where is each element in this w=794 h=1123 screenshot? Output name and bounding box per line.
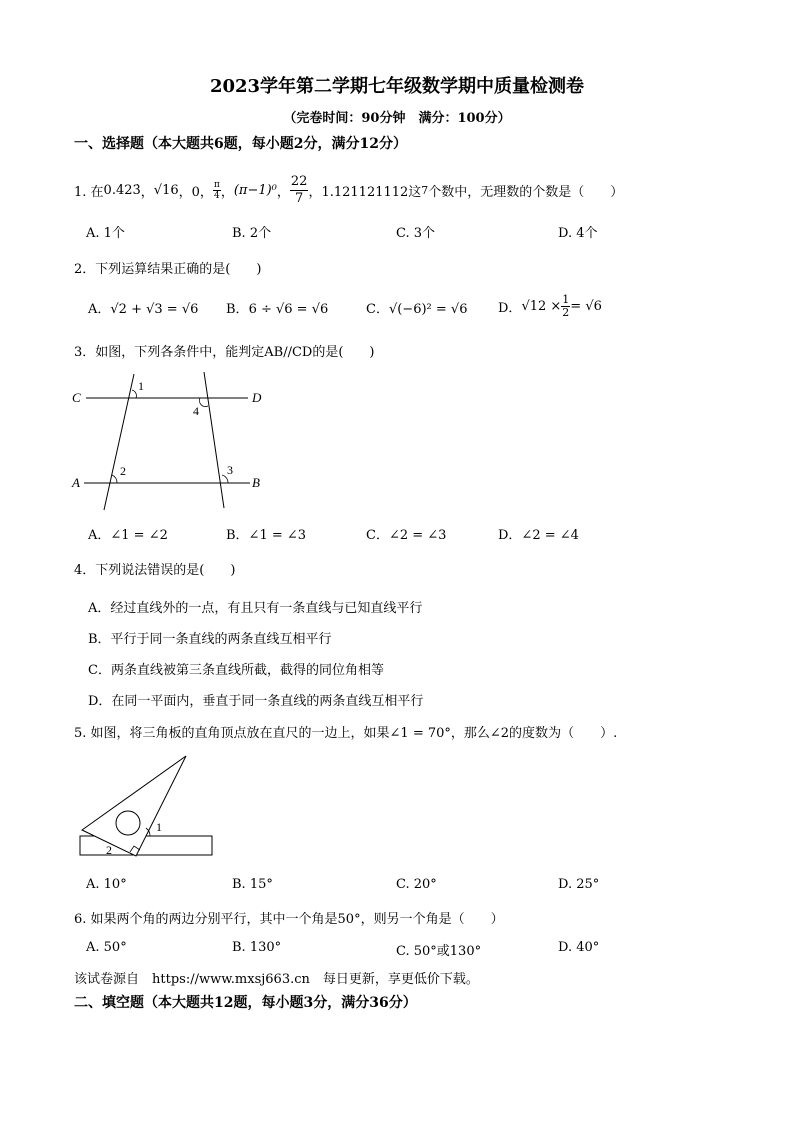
q1-pi-fraction: $\frac{\pi}{4}$ <box>213 179 220 201</box>
source-note: 该试卷源自 https://www.mxsj663.cn 每日更新，享更低价下载。 <box>74 972 479 987</box>
q2-option-d-pre: √12 × <box>521 298 562 314</box>
label-d: D <box>252 390 262 405</box>
q5-option-b[interactable]: B. 15° <box>232 877 273 892</box>
question-6: 6. 如果两个角的两边分别平行，其中一个角是50°，则另一个角是（ ） <box>74 912 504 927</box>
q3-option-d[interactable]: D．∠2 = ∠4 <box>498 528 579 543</box>
q2-option-c-expr: √(−6)² = √6 <box>388 302 468 317</box>
q1-option-d[interactable]: D. 4个 <box>558 226 598 241</box>
q2-option-d-fraction: $\frac{1}{2}$ <box>562 292 570 319</box>
question-3: 3．如图，下列各条件中，能判定AB//CD的是( ) <box>74 345 375 360</box>
q1-fraction-22-7: $\frac{22}{7}$ <box>290 173 308 206</box>
q2-option-b[interactable] <box>226 298 328 317</box>
q1-option-b[interactable]: B. 2个 <box>232 226 272 241</box>
q2-option-d-label: D． <box>498 300 522 316</box>
q4-option-d[interactable]: D．在同一平面内，垂直于同一条直线的两条直线互相平行 <box>88 694 424 709</box>
transversal-right <box>204 372 224 508</box>
q5-figure <box>76 752 218 862</box>
q1-comma: ， <box>140 184 154 200</box>
q1-repeating-decimal: 0.423̇ <box>103 182 141 198</box>
transversal-left <box>104 374 134 510</box>
angle-3-label: 3 <box>227 463 233 477</box>
q1-comma: ，0， <box>178 184 213 200</box>
q1-comma: ， <box>276 184 290 200</box>
q6-option-b[interactable]: B. 130° <box>232 940 282 955</box>
q2-option-c[interactable] <box>366 298 467 317</box>
q3-option-c[interactable]: C．∠2 = ∠3 <box>366 528 447 543</box>
q6-option-d[interactable]: D. 40° <box>558 940 600 955</box>
q5-option-a[interactable]: A. 10° <box>86 877 127 892</box>
label-a: A <box>72 475 80 490</box>
q1-option-a[interactable]: A. 1个 <box>86 226 125 241</box>
question-4: 4．下列说法错误的是( ) <box>74 563 236 578</box>
q1-sqrt16: √16 <box>153 182 179 198</box>
page-title: 2023学年第二学期七年级数学期中质量检测卷 <box>209 76 585 97</box>
q2-option-d[interactable] <box>498 290 602 322</box>
angle-1-label: 1 <box>156 820 162 834</box>
q1-count: 7 <box>421 183 429 197</box>
angle-2-label: 2 <box>120 464 126 478</box>
angle-4-label: 4 <box>193 404 199 418</box>
q4-option-a[interactable]: A．经过直线外的一点，有且只有一条直线与已知直线平行 <box>88 601 423 616</box>
angle-2-label: 2 <box>106 843 112 857</box>
q1-power-zero: (π−1)⁰ <box>233 182 277 198</box>
q1-option-c[interactable]: C. 3个 <box>396 226 436 241</box>
label-b: B <box>252 475 260 490</box>
q3-option-b[interactable]: B．∠1 = ∠3 <box>226 528 307 543</box>
q5-option-d[interactable]: D. 25° <box>558 877 600 892</box>
q2-option-c-label: C． <box>366 302 389 317</box>
question-1 <box>74 170 623 210</box>
q6-option-c[interactable]: C. 50°或130° <box>396 944 482 959</box>
q1-prefix: 1. 在 <box>74 184 104 200</box>
q1-suffix: 个数中，无理数的个数是（ ） <box>428 184 624 200</box>
q3-option-a[interactable]: A．∠1 = ∠2 <box>88 528 168 543</box>
question-2: 2．下列运算结果正确的是( ) <box>74 262 262 277</box>
q4-option-b[interactable]: B．平行于同一条直线的两条直线互相平行 <box>88 632 332 647</box>
q1-mid-text: ，1.121121112这 <box>308 184 422 200</box>
q2-option-a-expr: √2 + √3 = √6 <box>110 302 199 317</box>
angle-1-label: 1 <box>138 379 144 393</box>
q2-option-b-expr: 6 ÷ √6 = √6 <box>248 302 329 317</box>
q5-option-c[interactable]: C. 20° <box>396 877 437 892</box>
section-2-heading: 二、填空题（本大题共12题，每小题3分，满分36分） <box>74 995 417 1011</box>
q4-option-c[interactable]: C．两条直线被第三条直线所截，截得的同位角相等 <box>88 663 384 678</box>
section-1-heading: 一、选择题（本大题共6题，每小题2分，满分12分） <box>74 136 407 152</box>
q1-comma: ， <box>220 184 234 200</box>
q6-option-a[interactable]: A. 50° <box>86 940 127 955</box>
q2-option-a[interactable] <box>88 298 198 317</box>
q3-figure <box>70 368 270 518</box>
q2-option-a-label: A． <box>88 302 111 317</box>
question-5: 5. 如图，将三角板的直角顶点放在直尺的一边上，如果∠1 = 70°，那么∠2的度数为（ ）. <box>74 726 618 741</box>
page-subtitle: （完卷时间：90分钟 满分：100分） <box>283 111 511 126</box>
q2-option-b-label: B． <box>226 302 249 317</box>
label-c: C <box>72 390 81 405</box>
q2-option-d-post: = √6 <box>570 298 602 314</box>
